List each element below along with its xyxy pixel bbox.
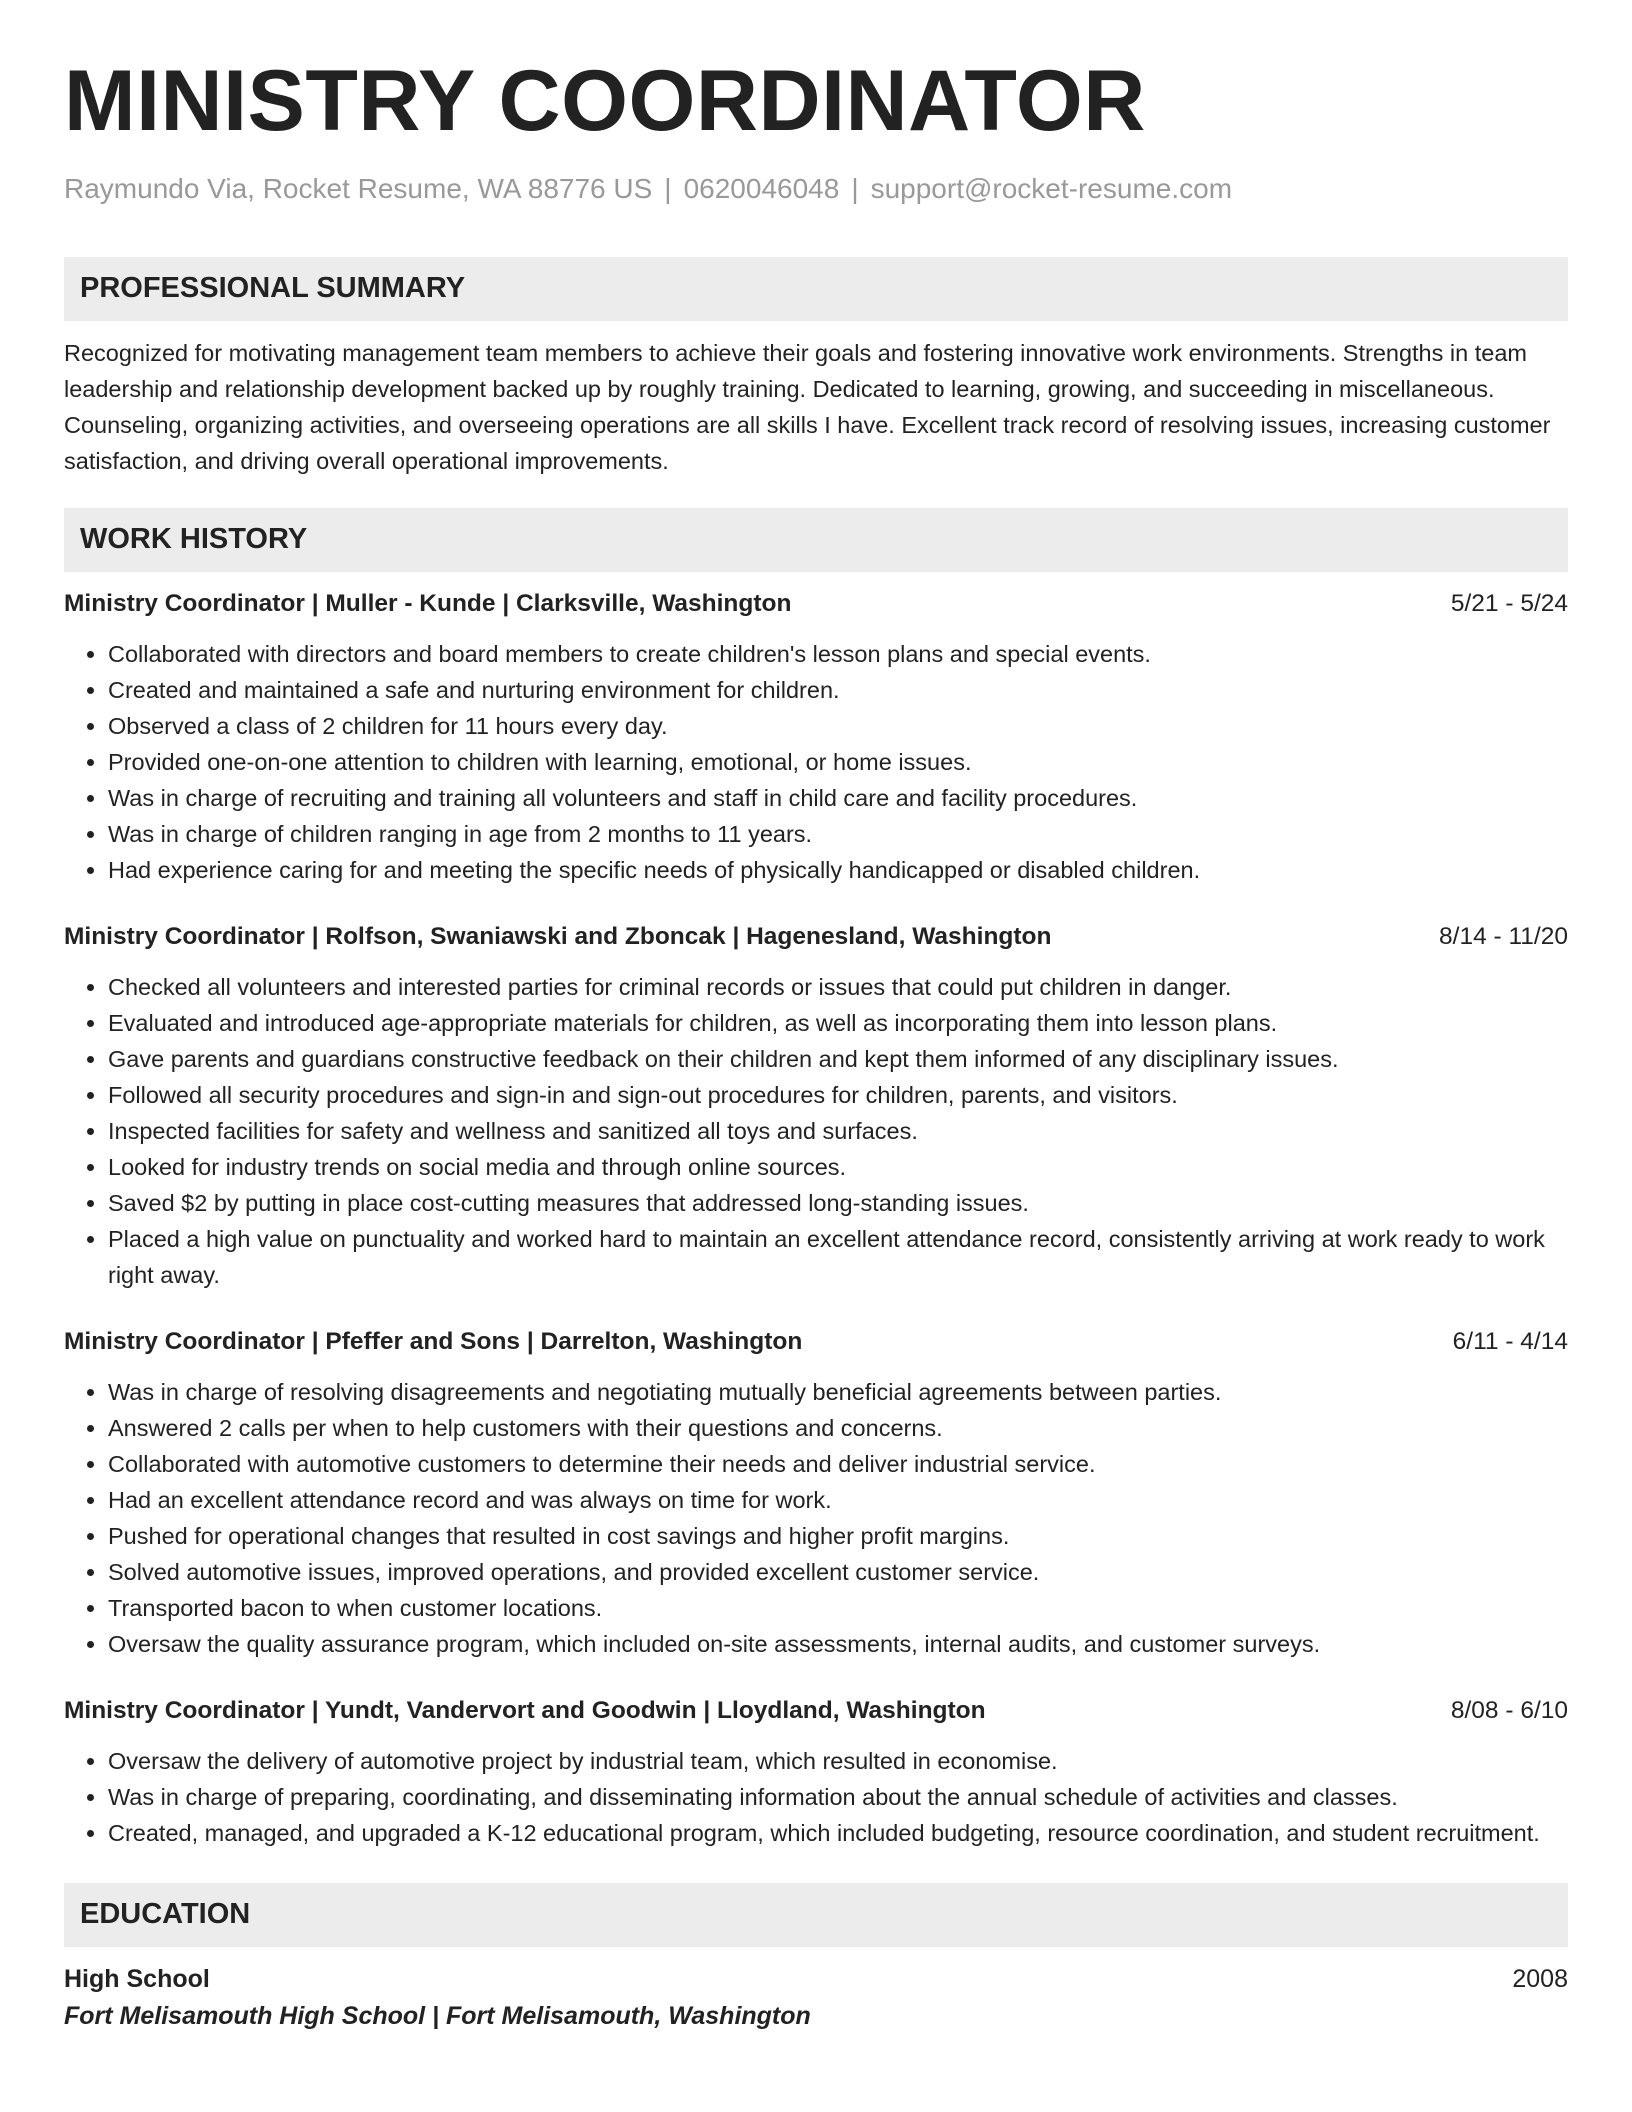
job-bullets [64,1374,1568,1662]
contact-email: support@rocket-resume.com [870,173,1233,204]
contact-address: Raymundo Via, Rocket Resume, WA 88776 US [64,173,653,204]
job-bullet: • Was in charge of resolving disagreements and negotiating mutually beneficial agreements between parties. [108,1374,1568,1410]
section-heading-education: EDUCATION [64,1883,1568,1947]
job-header [64,586,1568,622]
job-bullet: • Looked for industry trends on social media and through online sources. [108,1149,1568,1185]
contact-line [64,172,1568,206]
job-entry [64,1693,1568,1851]
summary-text: Recognized for motivating management team members to achieve their goals and fostering innovative work environments. Strengths in team leadership and relationship development backed up by roughly training. Dedicated to learning, growing, and succeeding in miscellaneous. Counseling, organizing activities, and overseeing operations are all skills I have. Excellent track record of resolving issues, increasing customer satisfaction, and driving overall operational improvements. [64,339,1551,474]
job-bullet: • Placed a high value on punctuality and worked hard to maintain an excellent attendance record, consistently arriving at work ready to work right away. [108,1221,1568,1293]
education-section [64,1883,1568,2035]
job-bullet: • Followed all security procedures and sign-in and sign-out procedures for children, parents, and visitors. [108,1077,1568,1113]
job-bullet: • Evaluated and introduced age-appropriate materials for children, as well as incorporating them into lesson plans. [108,1005,1568,1041]
job-bullets [64,636,1568,888]
job-bullet: • Saved $2 by putting in place cost-cutting measures that addressed long-standing issues. [108,1185,1568,1221]
job-header [64,1693,1568,1729]
job-header [64,919,1568,955]
job-bullet: • Gave parents and guardians constructive feedback on their children and kept them informed of any disciplinary issues. [108,1041,1568,1077]
job-header [64,1324,1568,1360]
job-bullet: • Pushed for operational changes that resulted in cost savings and higher profit margins. [108,1518,1568,1554]
job-entry [64,919,1568,1293]
job-bullet: • Inspected facilities for safety and wellness and sanitized all toys and surfaces. [108,1113,1568,1149]
job-bullet: • Answered 2 calls per when to help customers with their questions and concerns. [108,1410,1568,1446]
job-dates: 5/21 - 5/24 [1450,589,1568,617]
education-school: Fort Melisamouth High School | Fort Melisamouth, Washington [64,2001,811,2030]
job-bullet: • Collaborated with directors and board members to create children's lesson plans and special events. [108,636,1568,672]
section-heading-work-history: WORK HISTORY [64,508,1568,572]
job-bullet: • Collaborated with automotive customers to determine their needs and deliver industrial service. [108,1446,1568,1482]
job-bullet: • Solved automotive issues, improved operations, and provided excellent customer service. [108,1554,1568,1590]
job-bullet: • Had an excellent attendance record and was always on time for work. [108,1482,1568,1518]
resume-title: MINISTRY COORDINATOR [64,53,1146,149]
job-dates: 6/11 - 4/14 [1452,1327,1568,1355]
job-title: Ministry Coordinator | Rolfson, Swaniawski and Zboncak | Hagenesland, Washington [64,922,1052,950]
job-bullet: • Provided one-on-one attention to children with learning, emotional, or home issues. [108,744,1568,780]
job-bullet: • Created, managed, and upgraded a K-12 educational program, which included budgeting, resource coordination, and student recruitment. [108,1815,1568,1851]
job-bullets [64,1743,1568,1851]
job-bullet: • Checked all volunteers and interested parties for criminal records or issues that could put children in danger. [108,969,1568,1005]
professional-summary-section [64,257,1568,479]
contact-phone: 0620046048 [683,173,840,204]
job-title: Ministry Coordinator | Muller - Kunde | Clarksville, Washington [64,589,792,617]
contact-separator: | [851,173,859,204]
job-bullet: • Was in charge of recruiting and training all volunteers and staff in child care and facility procedures. [108,780,1568,816]
work-history-section [64,508,1568,1851]
job-bullets [64,969,1568,1293]
education-year: 2008 [1512,1964,1568,1993]
job-bullet: • Transported bacon to when customer locations. [108,1590,1568,1626]
job-bullet: • Was in charge of preparing, coordinating, and disseminating information about the annual schedule of activities and classes. [108,1779,1568,1815]
job-title: Ministry Coordinator | Pfeffer and Sons | Darrelton, Washington [64,1327,803,1355]
job-bullet: • Created and maintained a safe and nurturing environment for children. [108,672,1568,708]
job-dates: 8/08 - 6/10 [1450,1696,1568,1724]
job-title: Ministry Coordinator | Yundt, Vandervort and Goodwin | Lloydland, Washington [64,1696,986,1724]
job-bullet: • Was in charge of children ranging in age from 2 months to 11 years. [108,816,1568,852]
job-bullet: • Oversaw the delivery of automotive project by industrial team, which resulted in economise. [108,1743,1568,1779]
job-entry [64,586,1568,888]
section-heading-summary: PROFESSIONAL SUMMARY [64,257,1568,321]
job-bullet: • Had experience caring for and meeting the specific needs of physically handicapped or disabled children. [108,852,1568,888]
contact-separator: | [664,173,672,204]
job-entry [64,1324,1568,1662]
job-bullet: • Observed a class of 2 children for 11 hours every day. [108,708,1568,744]
job-bullet: • Oversaw the quality assurance program, which included on-site assessments, internal audits, and customer surveys. [108,1626,1568,1662]
education-header [64,1961,1568,1998]
education-degree: High School [64,1964,210,1993]
job-dates: 8/14 - 11/20 [1439,922,1568,950]
